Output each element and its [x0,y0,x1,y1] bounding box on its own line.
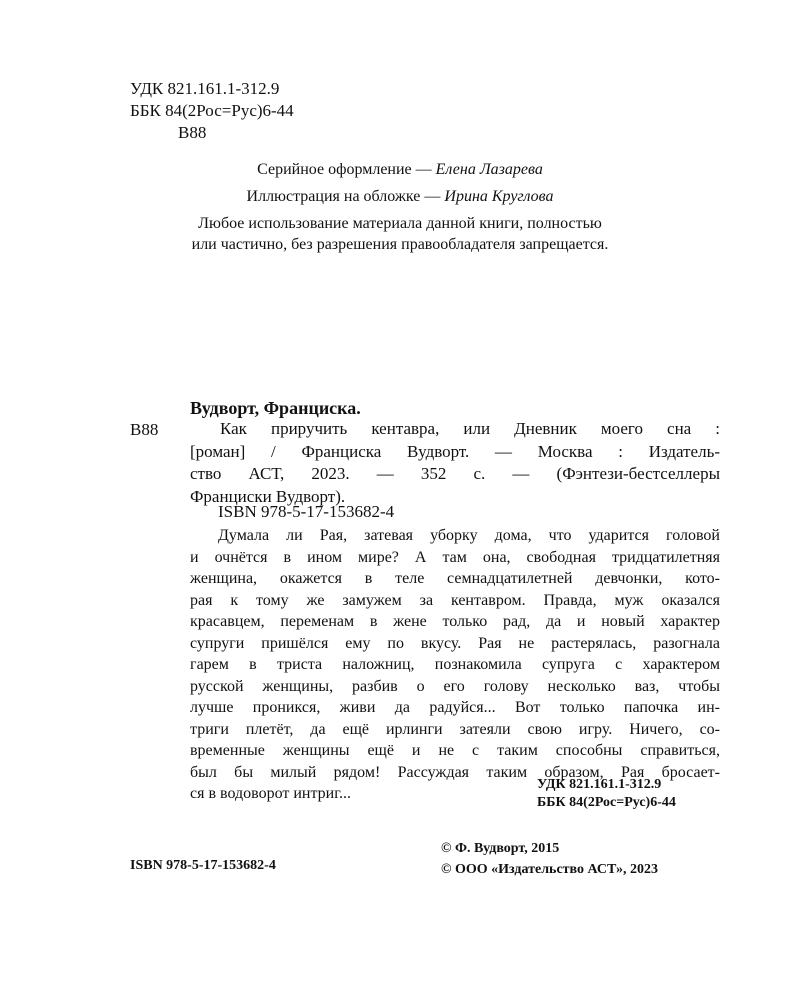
author-mark: В88 [178,123,207,142]
usage-notice [0,213,800,255]
annotation-line: женщина, окажется в теле семнадцатилетней девчонки, кото- [190,570,720,587]
copyright-author: © Ф. Вудворт, 2015 [441,841,560,856]
cover-illustration-credit [0,186,800,208]
udk-code: УДК 821.161.1-312.9 [130,79,280,98]
bbk-code: ББК 84(2Рос=Рус)6-44 [130,101,294,120]
cover-illustration-name: Ирина Круглова [444,188,554,205]
annotation [190,525,720,805]
annotation-line: рая к тому же замужем за кентавром. Правда, муж оказался [190,591,720,609]
biblio-line: Франциски Вудворт). [190,486,346,506]
bibliographic-description [190,418,720,508]
annotation-line: и очнётся в ином мире? А там она, свободная тридцатилетняя [190,548,720,566]
annotation-line: лучше проникся, живи да радуйся... Вот только папочка ин- [190,699,720,716]
biblio-line: Как приручить кентавра, или Дневник моего сна : [220,419,720,438]
author-heading: Вудворт, Франциска. [190,398,361,418]
annotation-line: русской женщины, разбив о его голову несколько ваз, чтобы [190,677,720,695]
isbn: ISBN 978-5-17-153682-4 [218,502,395,521]
top-classification [130,78,294,144]
cover-illustration-label: Иллюстрация на обложке — [246,188,441,205]
series-design-label: Серийное оформление — [257,161,432,178]
udk-code: УДК 821.161.1-312.9 [537,777,662,792]
copyright-publisher: © ООО «Издательство АСТ», 2023 [441,862,659,877]
series-design-credit [0,159,800,181]
annotation-line: был бы милый рядом! Рассуждая таким образом, Рая бросает- [190,763,720,781]
footer-isbn: ISBN 978-5-17-153682-4 [130,858,276,873]
annotation-line: триги плетёт, да ещё ирлинги затеяли свою игру. Ничего, со- [190,720,720,738]
bottom-classification [537,776,676,812]
annotation-line: супруги пришёлся ему по вкусу. Рая не растерялась, разогнала [190,634,720,652]
copyright-block [441,838,658,880]
catalog-mark: В88 [130,420,159,439]
annotation-line: временные женщины ещё и не с таким способны справиться, [190,742,720,759]
bbk-code: ББК 84(2Рос=Рус)6-44 [537,795,676,810]
annotation-line: ся в водоворот интриг... [190,785,351,802]
series-design-name: Елена Лазарева [435,161,543,178]
annotation-line: Думала ли Рая, затевая уборку дома, что ударится головой [218,527,720,544]
biblio-line: [роман] / Франциска Вудворт. — Москва : Издатель- [190,441,720,461]
annotation-line: красавцем, переменам в жене только рад, да и новый характер [190,613,720,630]
usage-notice-line: или частично, без разрешения правообладателя запрещается. [191,236,609,253]
annotation-line: гарем в триста наложниц, познакомила супруга с характером [190,656,720,673]
biblio-line: ство АСТ, 2023. — 352 с. — (Фэнтези-бестселлеры [190,464,720,483]
usage-notice-line: Любое использование материала данной книги, полностью [198,215,602,232]
